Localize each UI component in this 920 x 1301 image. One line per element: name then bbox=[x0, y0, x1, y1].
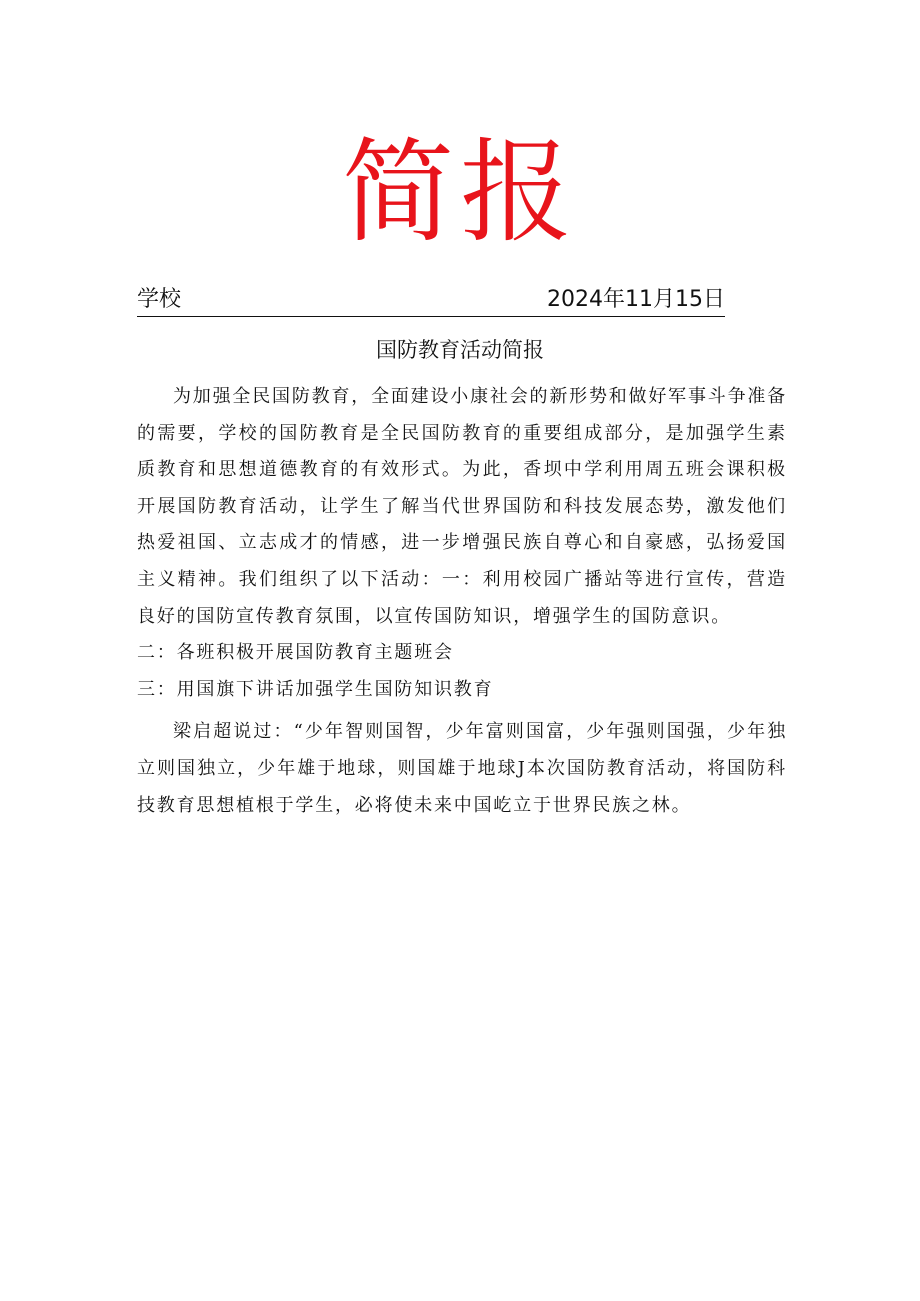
closing-paragraph: 梁启超说过：“少年智则国智，少年富则国富，少年强则国强，少年独立则国独立，少年雄于地球，则国雄于地球J本次国防教育活动，将国防科技教育思想植根于学生，必将使未来中国屹立于世界民族之林。 bbox=[137, 721, 787, 816]
document-title: 国防教育活动简报 bbox=[376, 338, 544, 362]
intro-paragraph: 为加强全民国防教育，全面建设小康社会的新形势和做好军事斗争准备的需要，学校的国防教育是全民国防教育的重要组成部分，是加强学生素质教育和思想道德教育的有效形式。为此，香坝中学利用周五班会课积极开展国防教育活动，让学生了解当代世界国防和科技发展态势，激发他们热爱祖国、立志成才的情感，进一步增强民族自尊心和自豪感，弘扬爱国主义精神。我们组织了以下活动：一：利用校园广播站等进行宣传，营造良好的国防宣传教育氛围，以宣传国防知识，增强学生的国防意识。 bbox=[137, 386, 787, 627]
activity-item-2: 二：各班积极开展国防教育主题班会 bbox=[137, 642, 454, 664]
activity-item-3: 三：用国旗下讲话加强学生国防知识教育 bbox=[137, 678, 494, 700]
report-body bbox=[137, 379, 787, 824]
school-label: 学校 bbox=[137, 287, 182, 312]
masthead-title: 简报 bbox=[342, 128, 578, 258]
header-info-line bbox=[137, 284, 725, 317]
report-date: 2024年11月15日 bbox=[547, 287, 725, 312]
